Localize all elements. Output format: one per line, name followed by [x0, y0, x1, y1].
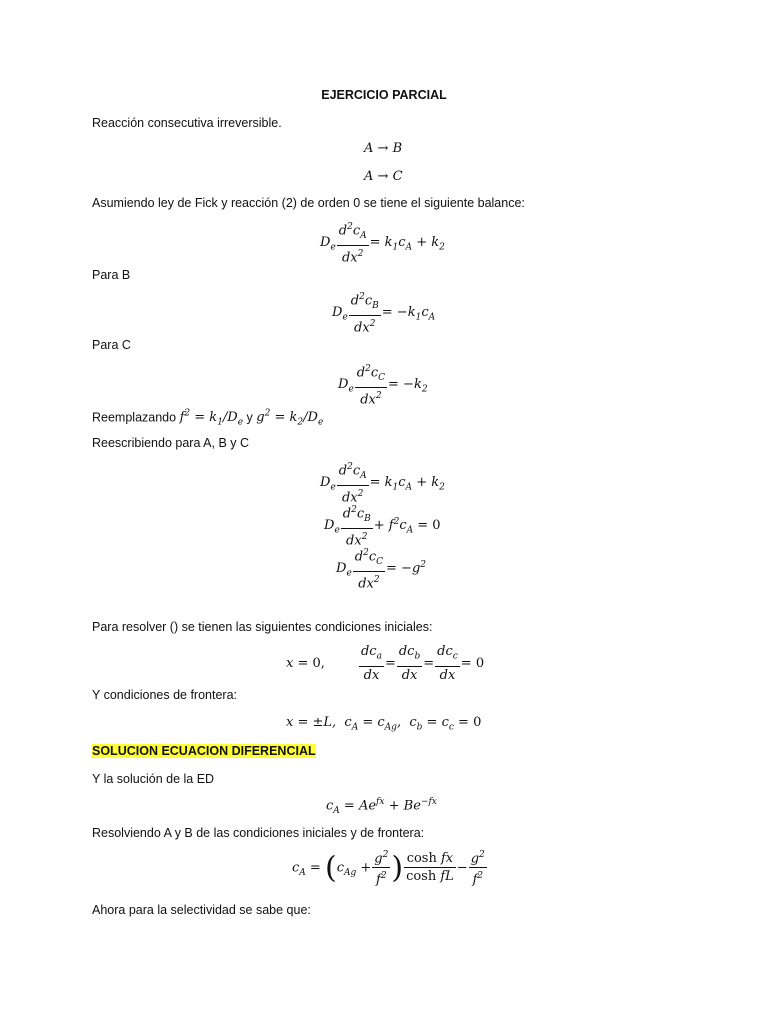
equation-a-to-c: A → C — [364, 169, 403, 184]
paragraph-resolviendo: Resolviendo A y B de las condiciones iniciales y de frontera: — [92, 826, 425, 840]
equation-balance-b: $D_e$ $\frac{d^2c_B}{dx^2}$ = $-k_1c_A$ — [332, 292, 436, 336]
equation-balance-a: $D_e$ $\frac{d^2c_A}{dx^2}$ = $k_1c_A + k_2$ — [320, 222, 445, 266]
equation-a-to-b: A → B — [364, 141, 403, 156]
paragraph-reescribiendo: Reescribiendo para A, B y C — [92, 436, 250, 450]
section-heading-solucion — [92, 744, 316, 758]
reemplazando-y: y — [246, 410, 253, 425]
equation-rewrite-a: $D_e$ $\frac{d^2c_A}{dx^2}$ = $k_1c_A + k_2$ — [320, 462, 445, 506]
paragraph-para-resolver: Para resolver () se tienen las siguientes condiciones iniciales: — [92, 620, 433, 634]
equation-rewrite-b: $D_e$ $\frac{d^2c_B}{dx^2}$ + $f^2c_A = 0$ — [324, 505, 441, 549]
paragraph-fick: Asumiendo ley de Fick y reacción (2) de orden 0 se tiene el siguiente balance: — [92, 196, 525, 210]
paragraph-para-b: Para B — [92, 268, 131, 282]
equation-general-solution: $c_A = Ae^{fx} + Be^{-fx}$ — [326, 797, 437, 816]
paragraph-solucion-ed: Y la solución de la ED — [92, 772, 215, 786]
paragraph-selectividad: Ahora para la selectividad se sabe que: — [92, 903, 311, 917]
paragraph-reaction: Reacción consecutiva irreversible. — [92, 116, 282, 130]
paragraph-reemplazando: Reemplazando $f^2 = k_1/D_e$ y $g^2 = k_2/D_e$ — [92, 409, 324, 428]
equation-boundary-conditions: x = ±L, $c_A = c_{Ag}$, $c_b = c_c = 0$ — [286, 715, 482, 733]
highlighted-text: SOLUCION ECUACION DIFERENCIAL — [92, 744, 316, 758]
equation-rewrite-c: $D_e$ $\frac{d^2c_C}{dx^2}$ = $-g^2$ — [336, 548, 427, 592]
equation-initial-conditions: x = 0, $\frac{dc_a}{dx}$ = $\frac{dc_b}{dx}$ = $\frac{dc_c}{dx}$ = 0 — [286, 644, 485, 683]
equation-particular-solution: $c_A = (c_{Ag}$ + $\frac{g^2}{f^2}$ ) $\frac{\text{cosh fx}}{\text{cosh fL}}$ − $\frac{g^2}{f^2}$ — [292, 850, 485, 888]
reemplazando-label: Reemplazando — [92, 410, 177, 425]
equation-balance-c: $D_e$ $\frac{d^2c_C}{dx^2}$ = $-k_2$ — [338, 364, 428, 408]
paragraph-frontera: Y condiciones de frontera: — [92, 688, 238, 702]
page-title: EJERCICIO PARCIAL — [321, 88, 447, 102]
paragraph-para-c: Para C — [92, 338, 131, 352]
